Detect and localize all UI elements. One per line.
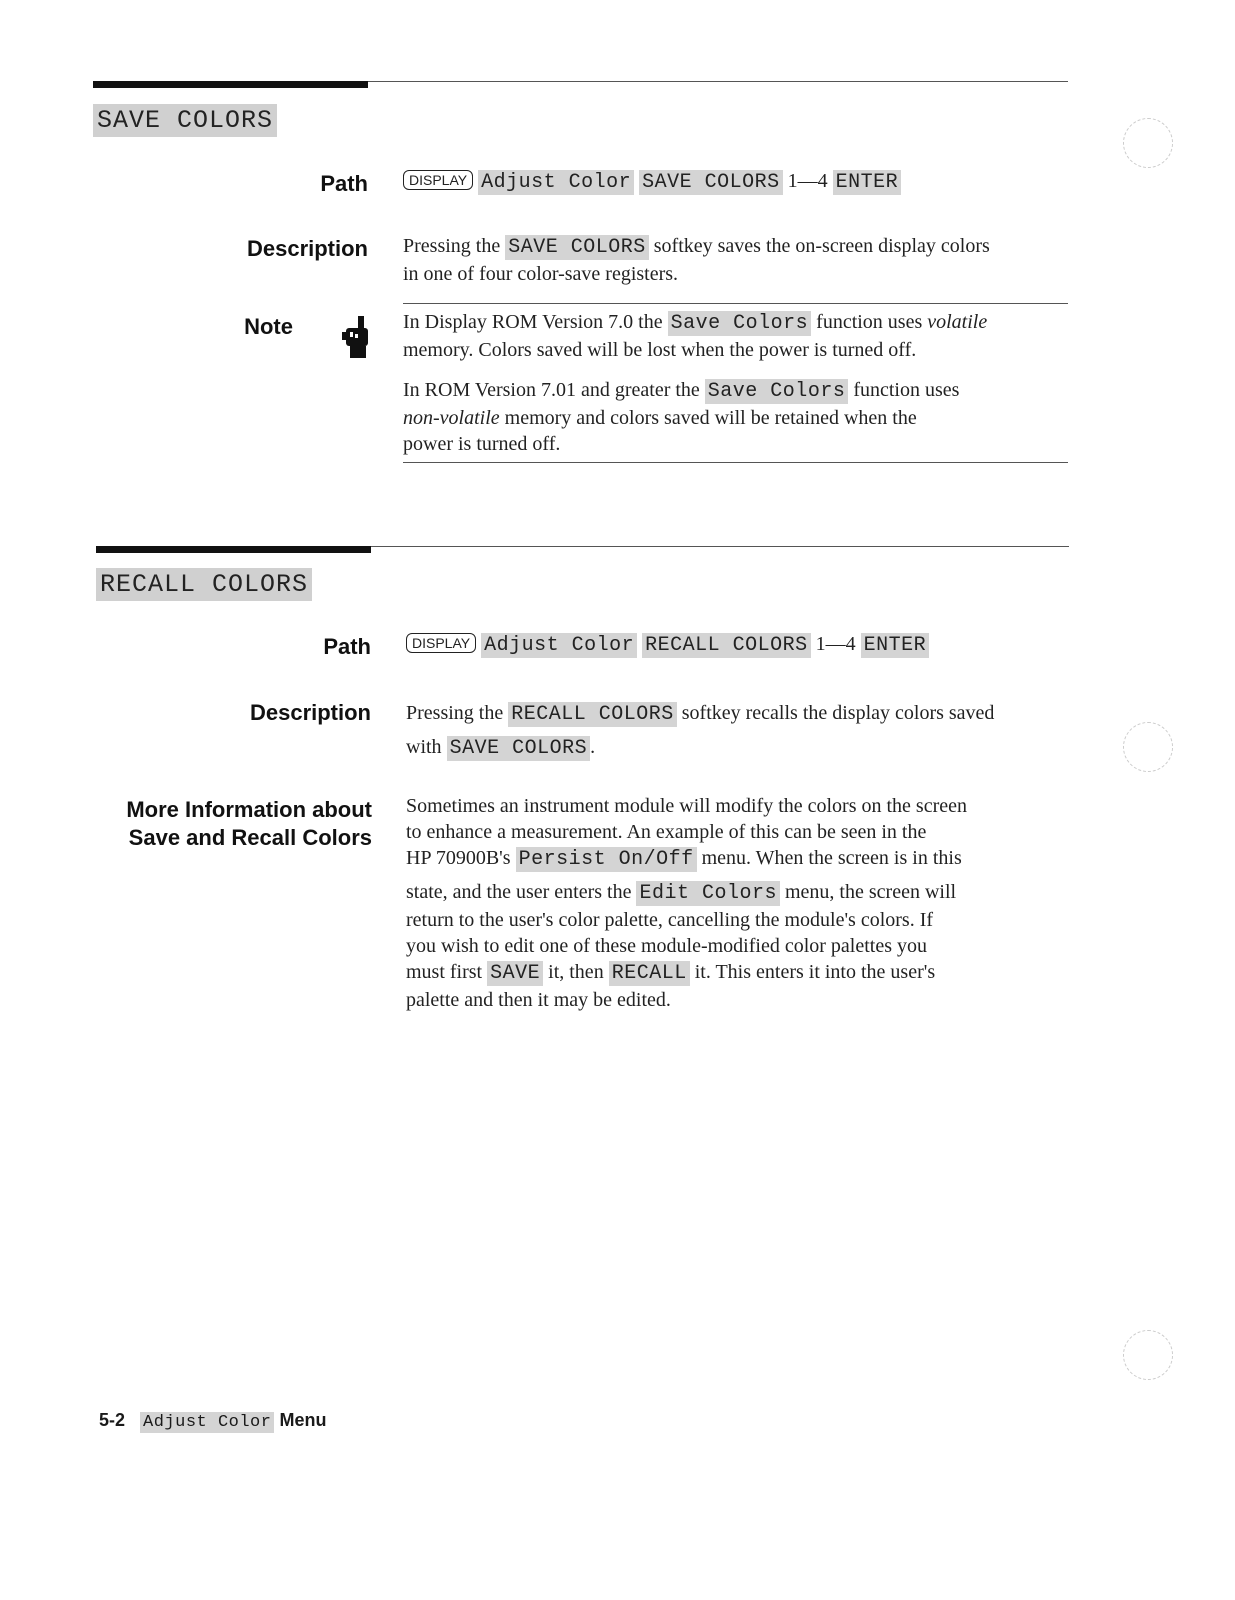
softkey-recall-colors: RECALL COLORS xyxy=(642,633,811,658)
label-line: More Information about xyxy=(126,797,372,822)
text: it. This enters it into the user's xyxy=(694,961,936,983)
description-label: Description xyxy=(246,236,368,261)
punch-hole-top xyxy=(1123,118,1173,168)
section-rule-thin xyxy=(368,81,1068,82)
section-title-recall-colors: RECALL COLORS xyxy=(96,568,312,601)
softkey-adjust-color: Adjust Color xyxy=(478,170,634,195)
note-rule-top xyxy=(403,303,1068,304)
softkey-save-colors: SAVE COLORS xyxy=(447,736,591,761)
pointing-hand-icon xyxy=(338,314,372,360)
text: palette and then it may be edited. xyxy=(406,989,671,1011)
softkey-enter: ENTER xyxy=(833,170,902,195)
text: menu, the screen will xyxy=(785,881,957,903)
path-label: Path xyxy=(323,634,371,659)
text: with xyxy=(406,736,442,758)
register-range: 1—4 xyxy=(815,633,856,655)
softkey-persist-on-off: Persist On/Off xyxy=(516,847,697,872)
text: memory. Colors saved will be lost when the power is turned off. xyxy=(403,339,917,361)
note-text xyxy=(403,309,1068,457)
page-footer xyxy=(99,1410,326,1432)
path-sequence xyxy=(403,168,901,196)
footer-softkey-adjust-color: Adjust Color xyxy=(140,1412,274,1433)
softkey-enter: ENTER xyxy=(861,633,930,658)
note-rule-bottom xyxy=(403,462,1068,463)
softkey-save-colors: SAVE COLORS xyxy=(505,235,649,260)
note-paragraph-2 xyxy=(403,377,1068,457)
section-title-save-colors: SAVE COLORS xyxy=(93,104,277,137)
text: Pressing the xyxy=(406,702,504,724)
text: function uses xyxy=(816,311,923,333)
text: you wish to edit one of these module-modified color palettes you xyxy=(406,935,927,957)
softkey-recall-colors: RECALL COLORS xyxy=(508,702,677,727)
note-label: Note xyxy=(244,314,293,339)
text: Sometimes an instrument module will modify the colors on the screen xyxy=(406,795,968,817)
text: must first xyxy=(406,961,483,983)
text: memory and colors saved will be retained when the xyxy=(504,407,917,429)
more-info-label xyxy=(90,796,372,852)
register-range: 1—4 xyxy=(787,170,828,192)
softkey-recall: RECALL xyxy=(609,961,690,986)
text: state, and the user enters the xyxy=(406,881,632,903)
section-rule-thick xyxy=(93,81,368,88)
text: HP 70900B's xyxy=(406,847,511,869)
softkey-edit-colors: Edit Colors xyxy=(636,881,780,906)
softkey-save: SAVE xyxy=(487,961,543,986)
text: In Display ROM Version 7.0 the xyxy=(403,311,663,333)
display-hardkey: DISPLAY xyxy=(406,633,476,653)
softkey-save-colors-lc: Save Colors xyxy=(668,311,812,336)
text: power is turned off. xyxy=(403,433,561,455)
path-label: Path xyxy=(320,171,368,196)
note-paragraph-1 xyxy=(403,309,1068,363)
text: . xyxy=(590,736,596,758)
page-number: 5-2 xyxy=(99,1410,126,1430)
display-hardkey: DISPLAY xyxy=(403,170,473,190)
text: menu. When the screen is in this xyxy=(701,847,962,869)
emphasis: volatile xyxy=(927,311,988,333)
text: it, then xyxy=(548,961,604,983)
path-sequence xyxy=(406,631,929,659)
softkey-save-colors: SAVE COLORS xyxy=(639,170,783,195)
text: softkey saves the on-screen display colors xyxy=(653,235,990,257)
text: Pressing the xyxy=(403,235,501,257)
section-rule-thick xyxy=(96,546,371,553)
text: softkey recalls the display colors saved xyxy=(681,702,995,724)
description-label: Description xyxy=(249,700,371,725)
text: to enhance a measurement. An example of this can be seen in the xyxy=(406,821,927,843)
punch-hole-middle xyxy=(1123,722,1173,772)
footer-menu-label: Menu xyxy=(279,1410,327,1430)
softkey-save-colors-lc: Save Colors xyxy=(705,379,849,404)
text: In ROM Version 7.01 and greater the xyxy=(403,379,700,401)
text: in one of four color-save registers. xyxy=(403,263,679,285)
softkey-adjust-color: Adjust Color xyxy=(481,633,637,658)
punch-hole-bottom xyxy=(1123,1330,1173,1380)
label-line: Save and Recall Colors xyxy=(128,825,372,850)
text: return to the user's color palette, cancelling the module's colors. If xyxy=(406,909,934,931)
description-text xyxy=(406,697,1066,765)
description-text xyxy=(403,233,1063,287)
more-info-text xyxy=(406,793,1076,1013)
section-rule-thin xyxy=(371,546,1069,547)
text: function uses xyxy=(853,379,960,401)
emphasis: non-volatile xyxy=(403,407,500,429)
